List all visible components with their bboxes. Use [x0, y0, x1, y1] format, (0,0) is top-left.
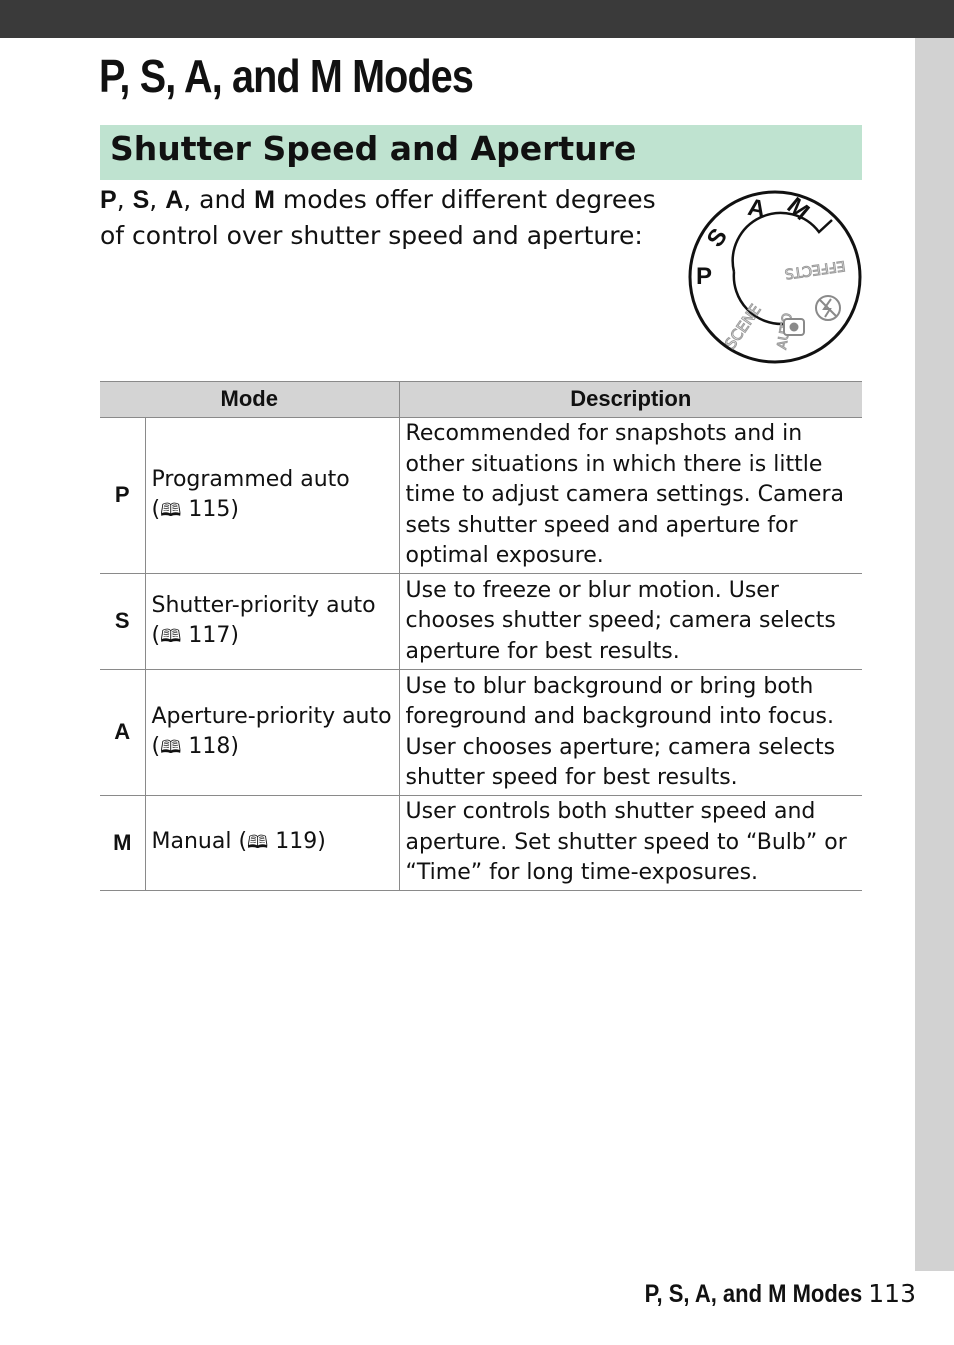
page-title: P, S, A, and M Modes: [99, 50, 474, 102]
mode-name-cell: [145, 796, 399, 891]
table-header-row: [100, 382, 862, 418]
book-icon: 🕮: [160, 626, 182, 647]
mode-name-cell: [145, 418, 399, 574]
camera-icon: [784, 319, 804, 335]
intro-paragraph: [100, 182, 660, 253]
table-row: [100, 418, 862, 574]
mode-letter: M: [100, 796, 145, 891]
intro-separator: ,: [116, 185, 133, 214]
page-ref[interactable]: 119): [268, 829, 326, 855]
mode-name: Manual: [151, 829, 232, 855]
mode-name: Programmed auto: [151, 466, 350, 492]
table-row: [100, 796, 862, 891]
mode-dial-illustration: [684, 186, 866, 368]
mode-p-label: P: [100, 186, 117, 214]
dial-label-scene: SCENE: [721, 300, 765, 353]
section-heading: Shutter Speed and Aperture: [110, 129, 637, 168]
mode-description: Use to blur background or bring both foreground and background into focus. User chooses aperture; camera selects shutter speed for best results.: [399, 670, 862, 796]
book-icon: 🕮: [160, 737, 182, 758]
mode-name-cell: [145, 574, 399, 670]
page-ref-open: (: [231, 829, 248, 855]
page-ref[interactable]: 115): [181, 497, 239, 522]
dial-outer-ring: [690, 192, 860, 362]
table-row: [100, 670, 862, 796]
top-bar: [0, 0, 954, 38]
section-band: [100, 125, 862, 180]
mode-a-label: A: [165, 186, 184, 214]
column-header-description: Description: [399, 382, 862, 418]
dial-label-s: S: [701, 223, 733, 253]
mode-description: Use to freeze or blur motion. User chooses shutter speed; camera selects aperture for best results.: [399, 574, 862, 670]
footer-chapter-title: P, S, A, and M Modes: [644, 1280, 863, 1308]
intro-separator: , and: [183, 185, 255, 214]
page-ref[interactable]: 117): [181, 623, 239, 648]
intro-separator: ,: [149, 185, 166, 214]
mode-name: Shutter-priority auto: [151, 592, 376, 618]
book-icon: 🕮: [160, 500, 182, 521]
page-ref-open: (: [151, 734, 161, 759]
dial-label-a: A: [745, 193, 768, 224]
page-ref[interactable]: 118): [181, 734, 239, 759]
modes-table: [100, 381, 862, 891]
mode-letter: P: [100, 418, 145, 574]
mode-name: Aperture-priority auto: [151, 703, 392, 729]
book-icon: 🕮: [247, 832, 269, 854]
table-row: [100, 574, 862, 670]
mode-m-label: M: [254, 186, 275, 214]
side-tab: [915, 38, 954, 1271]
dial-label-m: M: [781, 192, 815, 226]
column-header-mode: Mode: [100, 382, 399, 418]
mode-letter: A: [100, 670, 145, 796]
mode-description: User controls both shutter speed and aperture. Set shutter speed to “Bulb” or “Time” for long time-exposures.: [399, 796, 862, 891]
mode-s-label: S: [132, 186, 150, 214]
dial-label-p: P: [696, 263, 713, 290]
mode-name-cell: [145, 670, 399, 796]
page-number: 113: [868, 1279, 916, 1308]
intro-text: modes offer different degrees of control over shutter speed and aperture:: [100, 185, 656, 250]
page-ref-open: (: [151, 623, 161, 648]
page-footer: [615, 1276, 916, 1312]
page-ref-open: (: [151, 497, 161, 522]
dial-label-effects: EFFECTS: [783, 257, 847, 282]
no-flash-icon: [816, 296, 840, 320]
mode-letter: S: [100, 574, 145, 670]
mode-description: Recommended for snapshots and in other situations in which there is little time to adjust camera settings. Camera sets shutter speed and aperture for optimal exposure.: [399, 418, 862, 574]
